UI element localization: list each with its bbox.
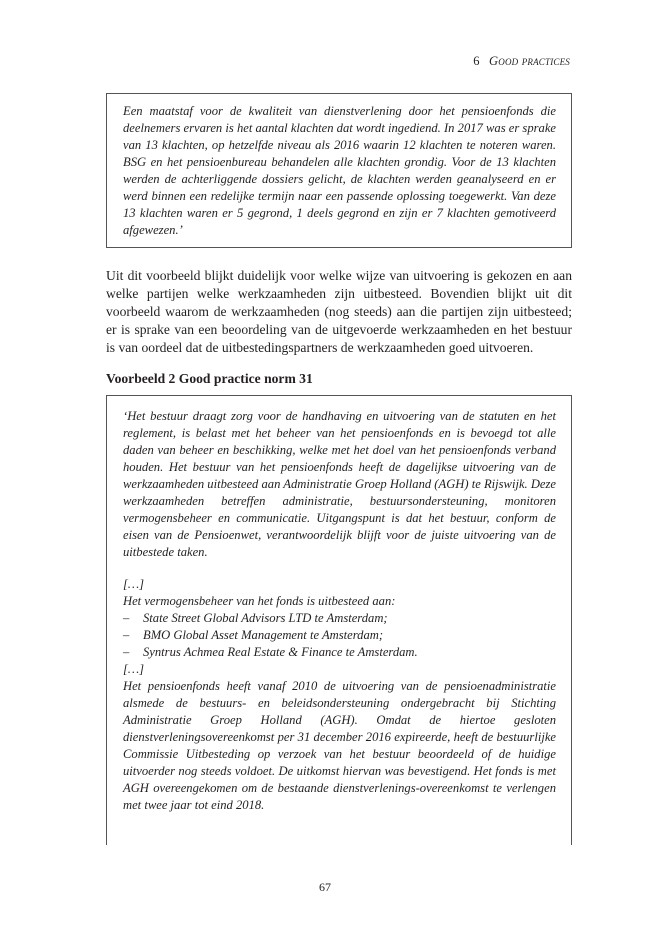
quote-box-1-text: Een maatstaf voor de kwaliteit van dienstverlening door het pensioenfonds die deelnemers ervaren is het aantal klachten dat wordt ingediend. In 2017 was er sprake van 13 klachten, op hetzelfde niveau als 2016 waarin 12 klachten te noteren waren. BSG en het pensioenbureau behandelen alle klachten grondig. Voor de 13 klachten werden de achterliggende dossiers gelicht, de klachten werden geanalyseerd en er werd binnen een redelijke termijn naar een passende oplossing toegewerkt. Van deze 13 klachten waren er 5 gegrond, 1 deels gegrond en zijn er 7 klachten gemotiveerd afgewezen.’ xyxy=(123,104,556,237)
list-item: – Syntrus Achmea Real Estate & Finance te Amsterdam. xyxy=(123,644,556,661)
section-heading: Voorbeeld 2 Good practice norm 31 xyxy=(106,371,313,386)
asset-management-intro: Het vermogensbeheer van het fonds is uitbesteed aan: xyxy=(123,594,396,608)
chapter-number: 6 xyxy=(473,54,480,68)
quote-box-2-block2 xyxy=(123,576,556,610)
quote-box-2-para3: Het pensioenfonds heeft vanaf 2010 de uitvoering van de pensioenadministratie alsmede de bestuurs- en beleidsondersteuning ondergebracht bij Stichting Administratie Groep Holland (AGH). Omdat de hiertoe gesloten dienstverleningsovereenkomst per 31 december 2016 expireerde, heeft de bestuurlijke Commissie Uitbesteding op verzoek van het bestuur beoordeeld of de huidige uitvoerder nog steeds voldoet. De uitkomst hiervan was bevestigend. Het fonds is met AGH overeengekomen om de bestaande dienstverlenings-overeenkomst te verlengen met twee jaar tot eind 2018. xyxy=(123,679,556,812)
chapter-title: Good practices xyxy=(489,54,570,68)
ellipsis-1: […] xyxy=(123,577,144,591)
asset-manager-list xyxy=(123,610,556,661)
list-item: – State Street Global Advisors LTD te Amsterdam; xyxy=(123,610,556,627)
quote-box-1 xyxy=(106,93,572,248)
ellipsis-2: […] xyxy=(123,662,144,676)
quote-box-2 xyxy=(106,395,572,845)
quote-box-2-para1: ‘Het bestuur draagt zorg voor de handhaving en uitvoering van de statuten en het reglement, is belast met het beheer van het pensioenfonds en is bevoegd tot alle daden van beheer en beschikking, welke met het doel van het pensioenfonds verband houden. Het bestuur van het pensioenfonds heeft de dagelijkse uitvoering van de werkzaamheden uitbesteed aan Administratie Groep Holland (AGH) te Rijswijk. Deze werkzaamheden betreffen administratie, bestuursondersteuning, monitoren vermogensbeheer en communicatie. Uitgangspunt is dat het bestuur, conform de eisen van de Pensioenwet, verantwoordelijk blijft voor de juiste uitvoering van de uitbestede taken. xyxy=(123,409,557,559)
page-number: 67 xyxy=(319,880,331,894)
running-head xyxy=(473,54,570,69)
quote-box-2-block3 xyxy=(123,661,556,814)
body-paragraph: Uit dit voorbeeld blijkt duidelijk voor welke wijze van uitvoering is gekozen en aan welke partijen welke werkzaamheden zijn uitbesteed. Bovendien blijkt uit dit voorbeeld waarom de werkzaamheden (nog steeds) aan die partijen zijn uitbesteed; er is sprake van een beoordeling van de uitgevoerde werkzaamheden en het bestuur is van oordeel dat de uitbestedingspartners de werkzaamheden goed uitvoeren. xyxy=(106,268,572,355)
list-item: – BMO Global Asset Management te Amsterdam; xyxy=(123,627,556,644)
